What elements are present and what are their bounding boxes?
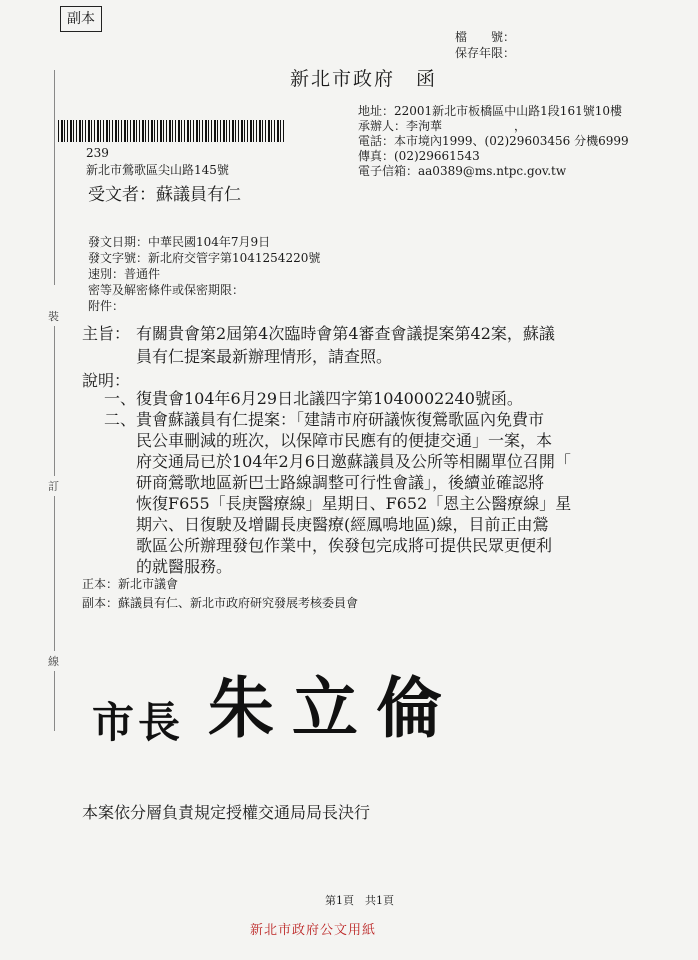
- binding-line: [54, 70, 55, 285]
- copy-recipients: 副本：蘇議員有仁、新北市政府研究發展考核委員會: [82, 596, 359, 610]
- explanation-label: 說明：: [82, 371, 131, 390]
- delivery-speed: 速別：普通件: [88, 267, 161, 281]
- explanation-item-2-line: 研商鶯歌地區新巴士路線調整可行性會議」，後續並確認將: [136, 473, 545, 492]
- sender-email: 電子信箱：aa0389@ms.ntpc.gov.tw: [358, 164, 567, 178]
- explanation-item-2-line: 的就醫服務。: [136, 557, 233, 576]
- recipient: 受文者：蘇議員有仁: [88, 185, 241, 205]
- mayor-signature: [92, 655, 460, 750]
- binding-line: [54, 671, 55, 731]
- sender-address: 地址：22001新北市板橋區中山路1段161號10樓: [358, 104, 622, 118]
- binding-mark-middle: 訂: [48, 480, 59, 493]
- explanation-item-2-line: 恢復F655「長庚醫療線」星期日、F652「恩主公醫療線」星: [136, 494, 572, 513]
- delegation-note: 本案依分層負責規定授權交通局局長決行: [82, 803, 371, 822]
- binding-line: [54, 326, 55, 476]
- signature-name: 朱立倫: [208, 669, 461, 747]
- subject-line: 員有仁提案最新辦理情形，請查照。: [136, 347, 393, 366]
- explanation-item-2-line: 期六、日復駛及增闢長庚醫療(經鳳鳴地區)線，目前正由鶯: [136, 515, 549, 534]
- binding-mark-bottom: 線: [48, 655, 59, 668]
- retention-label: 保存年限：: [455, 46, 516, 60]
- explanation-item-1: 復貴會104年6月29日北議四字第1040002240號函。: [136, 389, 523, 408]
- sender-fax: 傳真：(02)29661543: [358, 149, 480, 163]
- original-recipient: 正本：新北市議會: [82, 577, 179, 591]
- postal-code: 239: [86, 146, 109, 160]
- explanation-item-2-line: 歌區公所辦理發包作業中，俟發包完成將可提供民眾更便利: [136, 536, 553, 555]
- sender-phone: 電話：本市境內1999、(02)29603456 分機6999: [358, 134, 629, 148]
- explanation-item-2-line: 府交通局已於104年2月6日邀蘇議員及公所等相關單位召開「: [136, 452, 571, 471]
- postal-address: 新北市鶯歌區尖山路145號: [86, 163, 229, 177]
- attachments: 附件：: [88, 299, 125, 313]
- explanation-item-2-line: 貴會蘇議員有仁提案：「建請市府研議恢復鶯歌區內免費市: [136, 410, 545, 429]
- barcode: [58, 120, 285, 142]
- binding-line: [54, 496, 55, 651]
- security-level: 密等及解密條件或保密期限：: [88, 283, 245, 297]
- explanation-item-2-line: 民公車刪減的班次，以保障市民應有的便捷交通」一案，本: [136, 431, 553, 450]
- subject-line: 有關貴會第2屆第4次臨時會第4審查會議提案第42案，蘇議: [136, 324, 555, 343]
- signature-title: 市長: [92, 698, 185, 747]
- subject-label: 主旨：: [82, 324, 131, 343]
- file-number-label: 檔 號：: [455, 30, 516, 44]
- item-number: 一、: [104, 389, 137, 408]
- sender-handler: 承辦人：李洵華 ，: [358, 119, 527, 133]
- binding-mark-top: 裝: [48, 310, 59, 323]
- issue-date: 發文日期：中華民國104年7月9日: [88, 235, 271, 249]
- footer-stationery: 新北市政府公文用紙: [250, 923, 377, 938]
- page-number: 第1頁 共1頁: [325, 894, 394, 907]
- document-title: 新北市政府 函: [290, 68, 438, 90]
- copy-stamp: 副本: [60, 6, 102, 32]
- item-number: 二、: [104, 410, 137, 429]
- document-number: 發文字號：新北府交管字第1041254220號: [88, 251, 321, 265]
